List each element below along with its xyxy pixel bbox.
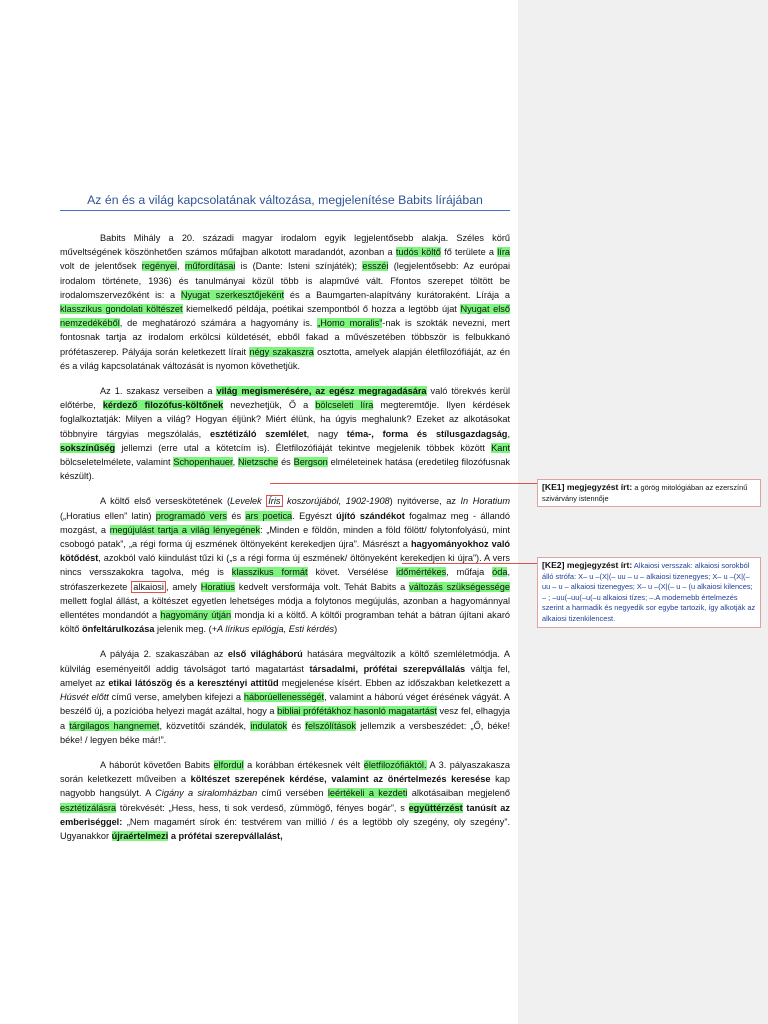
highlighted-text: esztétizálásra bbox=[60, 802, 117, 813]
paragraph-5[interactable] bbox=[60, 758, 510, 843]
text-run: és bbox=[287, 720, 306, 731]
comment-connector-ke2 bbox=[402, 563, 537, 564]
text-run: , nagy bbox=[306, 428, 347, 439]
text-run: önfeltárulkozása bbox=[81, 624, 155, 635]
text-run: megteremtője. Ilyen kérdések foglalkoztatják: Milyen a világ? Hogyan éljünk? Miért élünk, ha úgyis meghalunk? Ezeket az alkotásokat többnyire tárgyias megszólalás, bbox=[60, 400, 510, 439]
highlighted-text: klasszikus gondolati költészet bbox=[60, 304, 183, 315]
text-run: esztétizáló szemlélet bbox=[210, 428, 307, 439]
text-run: , strófaszerkezete bbox=[60, 567, 510, 592]
text-run: . Egyészt bbox=[292, 510, 337, 521]
highlighted-text: műfordításai bbox=[184, 261, 236, 272]
highlighted-text: hagyomány útján bbox=[160, 610, 232, 621]
text-run: vesz fel, elhagyja a bbox=[60, 706, 511, 731]
text-run: , bbox=[232, 457, 238, 468]
text-run: Levelek bbox=[230, 496, 267, 507]
document-body[interactable] bbox=[60, 231, 510, 854]
text-run: kap nagyobb hangsúlyt. A bbox=[60, 774, 510, 799]
text-run: alkotásaiban megjelenő bbox=[407, 788, 511, 799]
highlighted-text: bibliai prófétákhoz hasonló magatartást bbox=[277, 706, 437, 717]
comment-label: [KE2] megjegyzést írt: bbox=[542, 560, 633, 570]
text-run: koszorújából, 1902-1908 bbox=[282, 496, 390, 507]
text-run: mellett foglal állást, a költészet egyetlen lehetséges módja a folytonos megújulás, azonban a hagyománnyal ellentétes mondandót a bbox=[60, 595, 510, 621]
highlighted-text: Horatius bbox=[200, 581, 235, 592]
text-run: Húsvét előtt bbox=[60, 692, 109, 703]
highlighted-text: ars poetica bbox=[245, 510, 293, 521]
text-run: első világháború bbox=[227, 649, 303, 660]
text-run: , bbox=[176, 261, 185, 272]
document-title: Az én és a világ kapcsolatának változása, megjelenítése Babits lírájában bbox=[60, 193, 510, 211]
text-run: („Horatius ellen” latin) bbox=[60, 510, 156, 521]
highlighted-text: négy szakaszra bbox=[249, 346, 314, 357]
text-run: tanúsít az emberiséggel: bbox=[60, 802, 510, 827]
text-run: mondja ki a költő. A költői programban tehát a bátran újítani akaró költő bbox=[60, 610, 510, 635]
text-run: kiemelkedő példája, poétikai szempontból ő hozza a legtöbb újat bbox=[182, 304, 461, 315]
text-run: jelenik meg. ( bbox=[154, 624, 212, 635]
highlighted-text: megújulást tartja a világ lényegének bbox=[109, 524, 261, 535]
text-run: hatására megváltozik a költő szemléletmódja. A külvilág eseményeitől addig távolságot tartó magatartást bbox=[60, 649, 510, 674]
text-run: osztotta, amelyek alapján életfilozófiáját, az én és a világ kapcsolatának változását is nyomon követhetjük. bbox=[60, 346, 511, 371]
highlighted-text: tudós költő bbox=[395, 247, 441, 258]
highlighted-text: újraértelmezi bbox=[111, 830, 169, 841]
text-run: újító szándékot bbox=[336, 510, 405, 521]
comment-text: Alkaiosi versszak: alkaiosi sorokból álló strófa: X– u –(X|(– uu – u – alkaiosi tizenegyes; X– u –(X|(– uu – u – alkaiosi tizenegyes; X– u –(X|(– u – (u alkaiosi kilences; – ; –uu(–uu(–u(–u alkaiosi tízes; –.A modernebb értelmezés szerint a harmadik és negyedik sor egybe tartozik, így alkotják az alkaiosi tizenkilencest. bbox=[542, 561, 756, 623]
text-run: A 3. pályaszakasza során keletkezett műveiben a bbox=[60, 759, 510, 785]
text-run: kedvelt versformája volt. Tehát Babits a bbox=[234, 581, 410, 592]
text-run: ) nyitóverse, az bbox=[389, 496, 461, 507]
text-run: való törekvés kerül előtérbe, bbox=[60, 386, 510, 411]
text-run: és bbox=[278, 457, 294, 468]
text-run: A költő első verseskötetének ( bbox=[100, 496, 231, 507]
text-run: és bbox=[227, 510, 246, 521]
text-run: A pályája 2. szakaszában az bbox=[100, 649, 228, 660]
text-run: törekvését: „Hess, hess, ti sok verdeső, zümmögő, fényes bogár”, s bbox=[116, 802, 409, 813]
text-run: Cigány a siralomházban bbox=[155, 788, 258, 799]
text-run: -nak is szokták nevezni, mert fontosnak tartja az irodalom erkölcsi küldetését, ebből fakad a művészetében többször is felbukkanó prófétaszerep. Pályája során keletkezett lírait bbox=[60, 318, 510, 357]
text-run: ) bbox=[334, 624, 338, 635]
comment-label: [KE1] megjegyzést írt: bbox=[542, 482, 633, 492]
highlighted-text: leértékeli a kezdeti bbox=[327, 788, 408, 799]
highlighted-text: változás szükségessége bbox=[409, 581, 510, 592]
text-run: bölcseletelmélete, valamint bbox=[60, 457, 174, 468]
paragraph-4[interactable] bbox=[60, 647, 510, 746]
comment-anchor-ke1[interactable]: Íris bbox=[268, 496, 281, 507]
text-run: A háborút követően Babits bbox=[100, 759, 214, 770]
text-run: , de meghatározó számára a hagyomány is. bbox=[119, 318, 318, 329]
text-run: is (Dante: Isteni színjáték); bbox=[235, 261, 363, 272]
highlighted-text: Bergson bbox=[293, 457, 328, 468]
highlighted-text: óda bbox=[492, 567, 508, 578]
highlighted-text: esszéi bbox=[362, 261, 389, 272]
text-run: költészet szerepének kérdése, valamint az önértelmezés keresése bbox=[190, 774, 491, 785]
text-run: elméleteinek hatása (eredetileg filozófusnak készült). bbox=[60, 457, 511, 482]
comment-anchor-ke2[interactable]: alkaiosi bbox=[133, 581, 164, 592]
text-run: jellemzik a versbeszédet: „Ő, béke! béke! / legyen béke már!”. bbox=[60, 720, 511, 745]
highlighted-text: időmértékes bbox=[396, 567, 447, 578]
highlighted-text: Kant bbox=[491, 442, 510, 453]
text-run: , közvetítői szándék, bbox=[159, 720, 251, 731]
comments-pane bbox=[518, 0, 768, 1024]
highlighted-text: Nietzsche bbox=[237, 457, 279, 468]
comment-ke2[interactable] bbox=[537, 557, 761, 628]
text-run: Babits Mihály a 20. századi magyar irodalom egyik legjelentősebb alakja. Széles körű műveltségének köszönhetően számos műfajban alkotott maradandót, azonban a bbox=[60, 233, 510, 258]
text-run: hagyományokhoz való kötődést bbox=[60, 539, 510, 564]
text-run: etikai látószög és a keresztényi attitűd bbox=[108, 677, 279, 688]
text-run: váltja fel, amelyet az bbox=[60, 663, 511, 688]
paragraph-2[interactable] bbox=[60, 384, 510, 483]
highlighted-text: „Homo moralis” bbox=[317, 318, 383, 329]
text-run: a prófétai szerepvállalást, bbox=[168, 830, 283, 841]
text-run: , amely bbox=[165, 581, 201, 592]
text-run: című versében bbox=[257, 788, 328, 799]
highlighted-text: Schopenhauer bbox=[173, 457, 233, 468]
text-run: , bbox=[507, 428, 510, 439]
text-run: „Nem magamért sírok én: testvérem van millió / és a legtöbb oly szegény, oly szegény”. Ugyanakkor bbox=[60, 816, 510, 841]
text-run: fogalmaz meg - állandó mozgást, a bbox=[60, 510, 511, 535]
text-run: nevezhetjük, Ő a bbox=[223, 400, 316, 411]
text-run: téma-, forma és stílusgazdagság bbox=[346, 428, 508, 439]
text-run: társadalmi, prófétai szerepvállalás bbox=[309, 663, 466, 674]
text-run: (legjelentősebb: Az európai irodalom története, 1936) és tanulmányai közül több is alapművé vált. Ffontos szerepet töltött be irodalomszervezőként is: a bbox=[60, 261, 511, 300]
text-run: a korábban értékesnek vélt bbox=[243, 759, 364, 770]
text-run: +A lírikus epilógja, Esti kérdés bbox=[211, 624, 335, 635]
highlighted-text: bölcseleti líra bbox=[315, 400, 374, 411]
text-run: , műfaja bbox=[446, 567, 493, 578]
text-run: : „Minden e földön, minden a föld fölött/ folytonfolyású, mint csobogó patak”, „a régi forma új eszmének öltönyeként kerekedjen újra”. Másrészt a bbox=[60, 524, 511, 550]
text-run: In Horatium bbox=[460, 496, 510, 507]
paragraph-3[interactable] bbox=[60, 494, 510, 636]
text-run: Az 1. szakasz verseiben a bbox=[100, 386, 217, 397]
highlighted-text: kérdező filozófus-költőnek bbox=[102, 400, 224, 411]
text-run: , azokból való kiindulást tűzi ki („s a régi forma új eszmének/ öltönyeként kerekedjen ki újra”). A vers nincs versszakokra tagolva, még is bbox=[60, 553, 510, 578]
text-run: fő területe a bbox=[440, 247, 498, 258]
highlighted-text: tárgilagos hangnemet bbox=[69, 720, 160, 731]
text-run: követ. Versélése bbox=[307, 567, 397, 578]
highlighted-text: sokszínűség bbox=[60, 442, 116, 453]
highlighted-text: programadó vers bbox=[155, 510, 228, 521]
highlighted-text: világ megismerésére, az egész megragadására bbox=[216, 386, 427, 397]
comment-text: a görög mitológiában az ezerszínű szivárvány istennője bbox=[542, 483, 748, 503]
text-run: volt de jelentősek bbox=[60, 261, 142, 272]
highlighted-text: Nyugat szerkesztőjeként bbox=[180, 289, 285, 300]
text-run: című verse, amelyben kifejezi a bbox=[108, 692, 244, 703]
highlighted-text: líra bbox=[497, 247, 510, 258]
highlighted-text: indulatok bbox=[250, 720, 288, 731]
text-run: és a Baumgarten-alapítvány kurátoraként. Lírája a bbox=[284, 289, 510, 300]
highlighted-text: felszólítások bbox=[305, 720, 356, 731]
paragraph-1[interactable] bbox=[60, 231, 510, 373]
highlighted-text: regényei bbox=[141, 261, 177, 272]
comment-ke1[interactable] bbox=[537, 479, 761, 507]
text-run: jellemzi (erre utal a kötetcím is). Életfilozófiáját tekintve megjelenik többek között bbox=[115, 442, 492, 453]
highlighted-text: klasszikus formát bbox=[231, 567, 308, 578]
text-run: , valamint a háború véget érésének vágyát. A beszélő új, a pozícióba helyezi magát azáltal, hogy a bbox=[60, 692, 510, 717]
text-run: megjelenése kísért. Ebben az időszakban keletkezett a bbox=[278, 677, 510, 688]
comment-connector-ke1 bbox=[270, 483, 537, 484]
highlighted-text: háborúellenességét bbox=[243, 692, 325, 703]
highlighted-text: együttérzést bbox=[408, 802, 463, 813]
highlighted-text: Nyugat első nemzedékéből bbox=[60, 304, 510, 329]
highlighted-text: elfordul bbox=[213, 759, 244, 770]
highlighted-text: életfilozófiáktól. bbox=[363, 759, 427, 770]
